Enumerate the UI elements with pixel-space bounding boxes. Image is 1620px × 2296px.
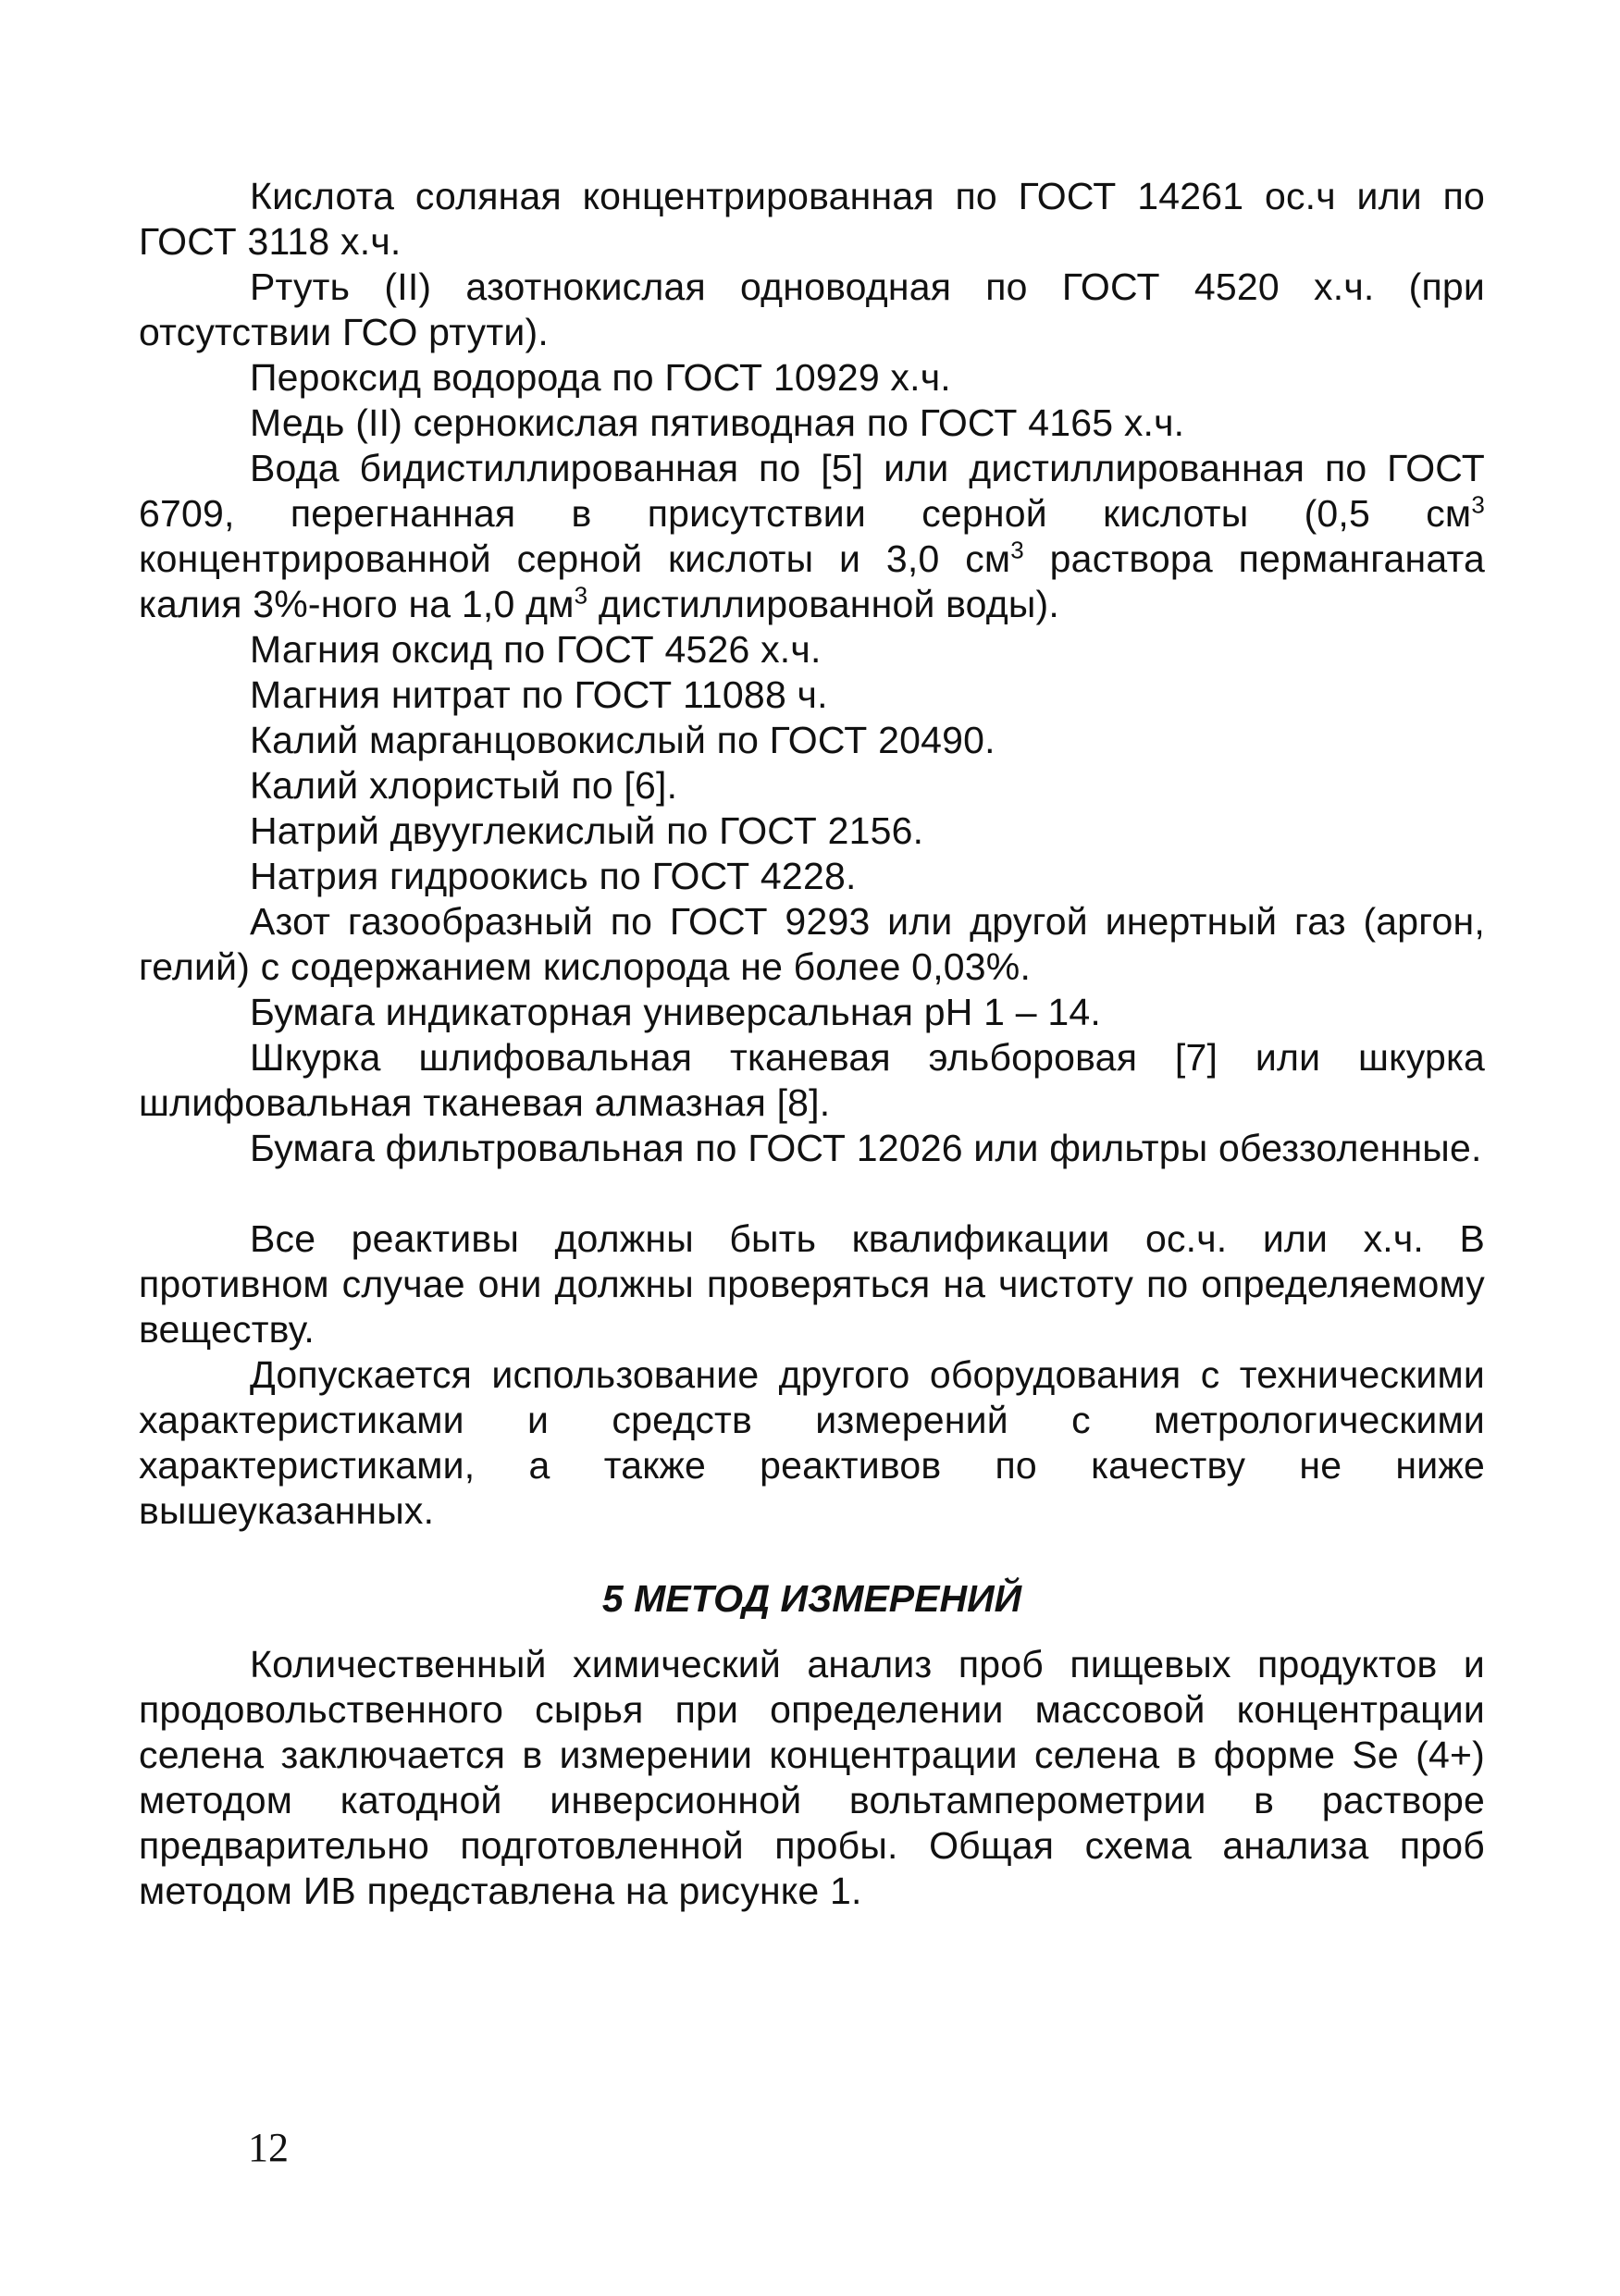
reagent-copper-sulfate: Медь (II) сернокислая пятиводная по ГОСТ 4165 х.ч. xyxy=(250,401,1185,444)
water-text-1: Вода бидистиллированная по [5] или дистиллированная по ГОСТ 6709, перегнанная в присутствии серной кислоты (0,5 см xyxy=(139,447,1485,535)
water-sup-3: 3 xyxy=(574,581,588,610)
reagent-abrasive-cloth: Шкурка шлифовальная тканевая эльборовая [7] или шкурка шлифовальная тканевая алмазная [8]. xyxy=(139,1036,1485,1124)
section-heading: 5 МЕТОД ИЗМЕРЕНИЙ xyxy=(601,1577,1022,1620)
reagent-filter-paper: Бумага фильтровальная по ГОСТ 12026 или фильтры обеззоленные. xyxy=(250,1127,1482,1169)
section-body: Количественный химический анализ проб пищевых продуктов и продовольственного сырья при определении массовой концентрации селена заключается в измерении концентрации селена в форме Se (4+) методом катодной инверсионной вольтамперометрии в растворе предварительно подготовленной пробы. Общая схема анализа проб методом ИВ представлена на рисунке 1. xyxy=(139,1643,1485,1912)
note-equipment-substitution: Допускается использование другого оборудования с техническими характеристиками и средств измерений с метрологическими характеристиками, а также реактивов по качеству не ниже вышеуказанных. xyxy=(139,1353,1485,1532)
document-page xyxy=(139,174,1485,1914)
reagent-magnesium-nitrate: Магния нитрат по ГОСТ 11088 ч. xyxy=(250,673,828,716)
reagent-potassium-chloride: Калий хлористый по [6]. xyxy=(250,764,678,807)
note-reagent-qualification: Все реактивы должны быть квалификации ос.ч. или х.ч. В противном случае они должны проверяться на чистоту по определяемому веществу. xyxy=(139,1217,1485,1351)
reagent-hydrogen-peroxide: Пероксид водорода по ГОСТ 10929 х.ч. xyxy=(250,356,951,399)
water-text-2: концентрированной серной кислоты и 3,0 см xyxy=(139,537,1011,580)
reagent-nitrogen-gas: Азот газообразный по ГОСТ 9293 или другой инертный газ (аргон, гелий) с содержанием кислорода не более 0,03%. xyxy=(139,900,1485,988)
reagent-potassium-permanganate: Калий марганцовокислый по ГОСТ 20490. xyxy=(250,719,995,761)
reagent-mercury-nitrate: Ртуть (II) азотнокислая одноводная по ГОСТ 4520 х.ч. (при отсутствии ГСО ртути). xyxy=(139,265,1485,353)
water-text-3: раствора перманганата калия 3%-ного на 1,0 дм xyxy=(139,537,1485,625)
reagent-sodium-bicarbonate: Натрий двууглекислый по ГОСТ 2156. xyxy=(250,809,924,852)
reagent-magnesium-oxide: Магния оксид по ГОСТ 4526 х.ч. xyxy=(250,628,822,671)
reagent-water xyxy=(139,446,1485,627)
paragraph-gap xyxy=(139,1171,1485,1216)
page-number: 12 xyxy=(248,2125,289,2170)
reagent-hydrochloric-acid: Кислота соляная концентрированная по ГОСТ 14261 ос.ч или по ГОСТ 3118 х.ч. xyxy=(139,175,1485,263)
water-sup-1: 3 xyxy=(1471,490,1485,519)
reagent-sodium-hydroxide: Натрия гидроокись по ГОСТ 4228. xyxy=(250,855,857,897)
reagent-indicator-paper: Бумага индикаторная универсальная рН 1 – 14. xyxy=(250,991,1101,1033)
water-sup-2: 3 xyxy=(1010,536,1024,564)
water-text-4: дистиллированной воды). xyxy=(587,583,1059,625)
